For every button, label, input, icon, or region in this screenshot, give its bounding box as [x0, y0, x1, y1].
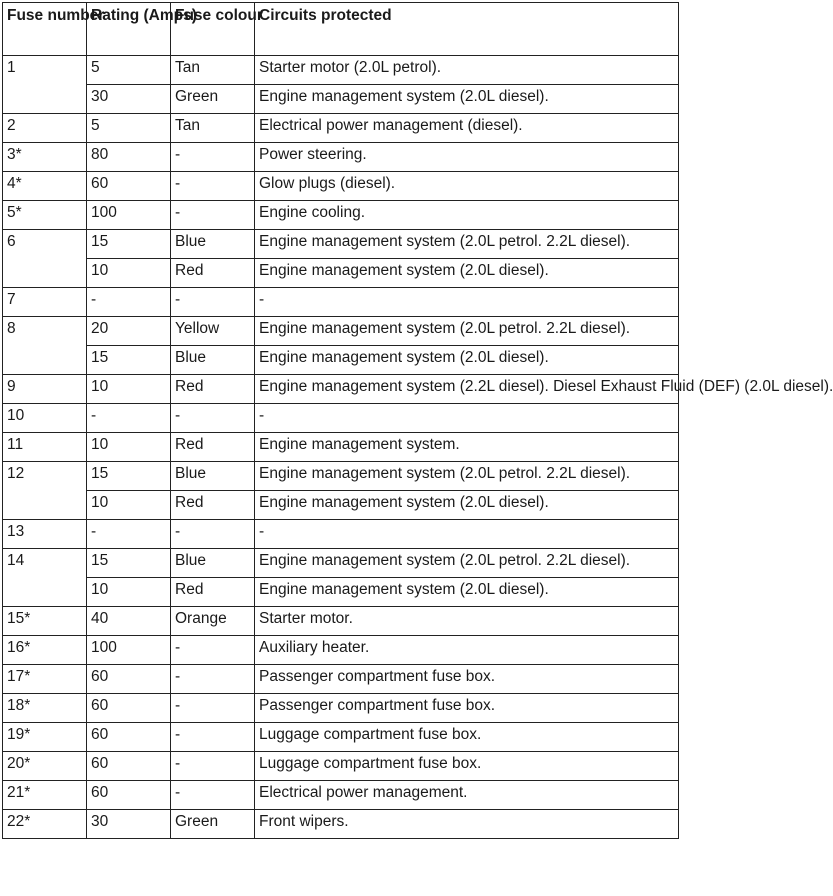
- circuit-cell: Engine management system.: [255, 433, 679, 462]
- rating-cell: 5: [87, 114, 171, 143]
- rating-cell: 15: [87, 462, 171, 491]
- rating-cell: 60: [87, 694, 171, 723]
- circuit-cell: Engine management system (2.0L diesel).: [255, 85, 679, 114]
- fuse-number-cell: 13: [3, 520, 87, 549]
- fuse-colour-cell: Green: [171, 85, 255, 114]
- circuit-cell: Engine management system (2.2L diesel). Diesel Exhaust Fluid (DEF) (2.0L diesel).: [255, 375, 679, 404]
- rating-cell: -: [87, 404, 171, 433]
- fuse-colour-cell: Tan: [171, 114, 255, 143]
- circuit-cell: Front wipers.: [255, 810, 679, 839]
- fuse-number-cell: 18*: [3, 694, 87, 723]
- circuit-cell: Auxiliary heater.: [255, 636, 679, 665]
- fuse-number-cell: 19*: [3, 723, 87, 752]
- fuse-number-cell: 8: [3, 317, 87, 375]
- circuit-cell: Engine management system (2.0L petrol. 2.2L diesel).: [255, 230, 679, 259]
- table-row: [3, 578, 679, 607]
- header-rating: Rating (Amps): [87, 3, 171, 56]
- circuit-cell: Engine management system (2.0L petrol. 2.2L diesel).: [255, 462, 679, 491]
- circuit-cell: -: [255, 288, 679, 317]
- circuit-cell: Electrical power management.: [255, 781, 679, 810]
- rating-cell: 10: [87, 578, 171, 607]
- fuse-colour-cell: -: [171, 520, 255, 549]
- rating-cell: 60: [87, 172, 171, 201]
- circuit-cell: Engine management system (2.0L petrol. 2.2L diesel).: [255, 317, 679, 346]
- table-row: [3, 694, 679, 723]
- rating-cell: 60: [87, 752, 171, 781]
- rating-cell: 10: [87, 433, 171, 462]
- rating-cell: 30: [87, 85, 171, 114]
- fuse-colour-cell: Red: [171, 491, 255, 520]
- fuse-colour-cell: -: [171, 404, 255, 433]
- fuse-colour-cell: Red: [171, 375, 255, 404]
- table-row: [3, 665, 679, 694]
- rating-cell: 40: [87, 607, 171, 636]
- fuse-number-cell: 16*: [3, 636, 87, 665]
- fuse-colour-cell: Blue: [171, 230, 255, 259]
- fuse-colour-cell: Orange: [171, 607, 255, 636]
- table-row: [3, 114, 679, 143]
- circuit-cell: Luggage compartment fuse box.: [255, 723, 679, 752]
- rating-cell: 5: [87, 56, 171, 85]
- rating-cell: 10: [87, 259, 171, 288]
- table-row: [3, 230, 679, 259]
- fuse-colour-cell: -: [171, 694, 255, 723]
- fuse-number-cell: 6: [3, 230, 87, 288]
- circuit-cell: Starter motor (2.0L petrol).: [255, 56, 679, 85]
- table-row: [3, 288, 679, 317]
- table-row: [3, 172, 679, 201]
- fuse-number-cell: 5*: [3, 201, 87, 230]
- fuse-colour-cell: -: [171, 752, 255, 781]
- rating-cell: 20: [87, 317, 171, 346]
- circuit-cell: Engine management system (2.0L diesel).: [255, 259, 679, 288]
- header-fuse-number: Fuse number: [3, 3, 87, 56]
- circuit-cell: Passenger compartment fuse box.: [255, 665, 679, 694]
- circuit-cell: Engine management system (2.0L diesel).: [255, 491, 679, 520]
- rating-cell: 60: [87, 723, 171, 752]
- table-row: [3, 549, 679, 578]
- header-row: [3, 3, 679, 56]
- fuse-colour-cell: -: [171, 723, 255, 752]
- fuse-colour-cell: Blue: [171, 462, 255, 491]
- circuit-cell: Engine management system (2.0L diesel).: [255, 346, 679, 375]
- rating-cell: 100: [87, 636, 171, 665]
- table-body: [3, 56, 833, 839]
- fuse-colour-cell: Red: [171, 578, 255, 607]
- fuse-colour-cell: -: [171, 665, 255, 694]
- fuse-number-cell: 4*: [3, 172, 87, 201]
- fuse-colour-cell: Blue: [171, 346, 255, 375]
- table-row: [3, 520, 679, 549]
- table-row: [3, 56, 679, 85]
- table-row: [3, 781, 679, 810]
- table-row: [3, 491, 679, 520]
- fuse-number-cell: 15*: [3, 607, 87, 636]
- header-fuse-colour: Fuse colour: [171, 3, 255, 56]
- fuse-colour-cell: Yellow: [171, 317, 255, 346]
- rating-cell: 10: [87, 375, 171, 404]
- circuit-cell: -: [255, 520, 679, 549]
- table-row: [3, 85, 679, 114]
- fuse-table: [2, 2, 833, 839]
- table-row: [3, 404, 679, 433]
- fuse-colour-cell: Blue: [171, 549, 255, 578]
- fuse-colour-cell: Red: [171, 433, 255, 462]
- fuse-colour-cell: -: [171, 172, 255, 201]
- table-row: [3, 607, 679, 636]
- fuse-colour-cell: Tan: [171, 56, 255, 85]
- circuit-cell: Glow plugs (diesel).: [255, 172, 679, 201]
- fuse-number-cell: 22*: [3, 810, 87, 839]
- rating-cell: 15: [87, 230, 171, 259]
- fuse-colour-cell: -: [171, 636, 255, 665]
- header-circuits-protected: Circuits protected: [255, 3, 679, 56]
- circuit-cell: Starter motor.: [255, 607, 679, 636]
- rating-cell: 15: [87, 549, 171, 578]
- table-row: [3, 259, 679, 288]
- fuse-number-cell: 20*: [3, 752, 87, 781]
- table-row: [3, 346, 679, 375]
- fuse-colour-cell: -: [171, 288, 255, 317]
- circuit-cell: Engine management system (2.0L diesel).: [255, 578, 679, 607]
- fuse-number-cell: 3*: [3, 143, 87, 172]
- rating-cell: -: [87, 288, 171, 317]
- rating-cell: -: [87, 520, 171, 549]
- table-row: [3, 201, 679, 230]
- fuse-number-cell: 7: [3, 288, 87, 317]
- rating-cell: 15: [87, 346, 171, 375]
- table-row: [3, 810, 679, 839]
- circuit-cell: Luggage compartment fuse box.: [255, 752, 679, 781]
- table-row: [3, 636, 679, 665]
- fuse-number-cell: 10: [3, 404, 87, 433]
- fuse-colour-cell: -: [171, 781, 255, 810]
- circuit-cell: Passenger compartment fuse box.: [255, 694, 679, 723]
- fuse-colour-cell: Green: [171, 810, 255, 839]
- table-row: [3, 752, 679, 781]
- fuse-colour-cell: -: [171, 143, 255, 172]
- fuse-number-cell: 2: [3, 114, 87, 143]
- circuit-cell: -: [255, 404, 679, 433]
- fuse-number-cell: 21*: [3, 781, 87, 810]
- table-row: [3, 143, 679, 172]
- rating-cell: 60: [87, 665, 171, 694]
- rating-cell: 60: [87, 781, 171, 810]
- fuse-number-cell: 14: [3, 549, 87, 607]
- table-row: [3, 462, 679, 491]
- table-row: [3, 317, 679, 346]
- circuit-cell: Engine cooling.: [255, 201, 679, 230]
- rating-cell: 10: [87, 491, 171, 520]
- circuit-cell: Electrical power management (diesel).: [255, 114, 679, 143]
- rating-cell: 100: [87, 201, 171, 230]
- rating-cell: 30: [87, 810, 171, 839]
- fuse-number-cell: 12: [3, 462, 87, 520]
- table-row: [3, 433, 679, 462]
- fuse-number-cell: 17*: [3, 665, 87, 694]
- fuse-number-cell: 11: [3, 433, 87, 462]
- fuse-number-cell: 1: [3, 56, 87, 114]
- fuse-colour-cell: -: [171, 201, 255, 230]
- rating-cell: 80: [87, 143, 171, 172]
- circuit-cell: Engine management system (2.0L petrol. 2.2L diesel).: [255, 549, 679, 578]
- circuit-cell: Power steering.: [255, 143, 679, 172]
- table-row: [3, 375, 679, 404]
- table-row: [3, 723, 679, 752]
- fuse-number-cell: 9: [3, 375, 87, 404]
- fuse-colour-cell: Red: [171, 259, 255, 288]
